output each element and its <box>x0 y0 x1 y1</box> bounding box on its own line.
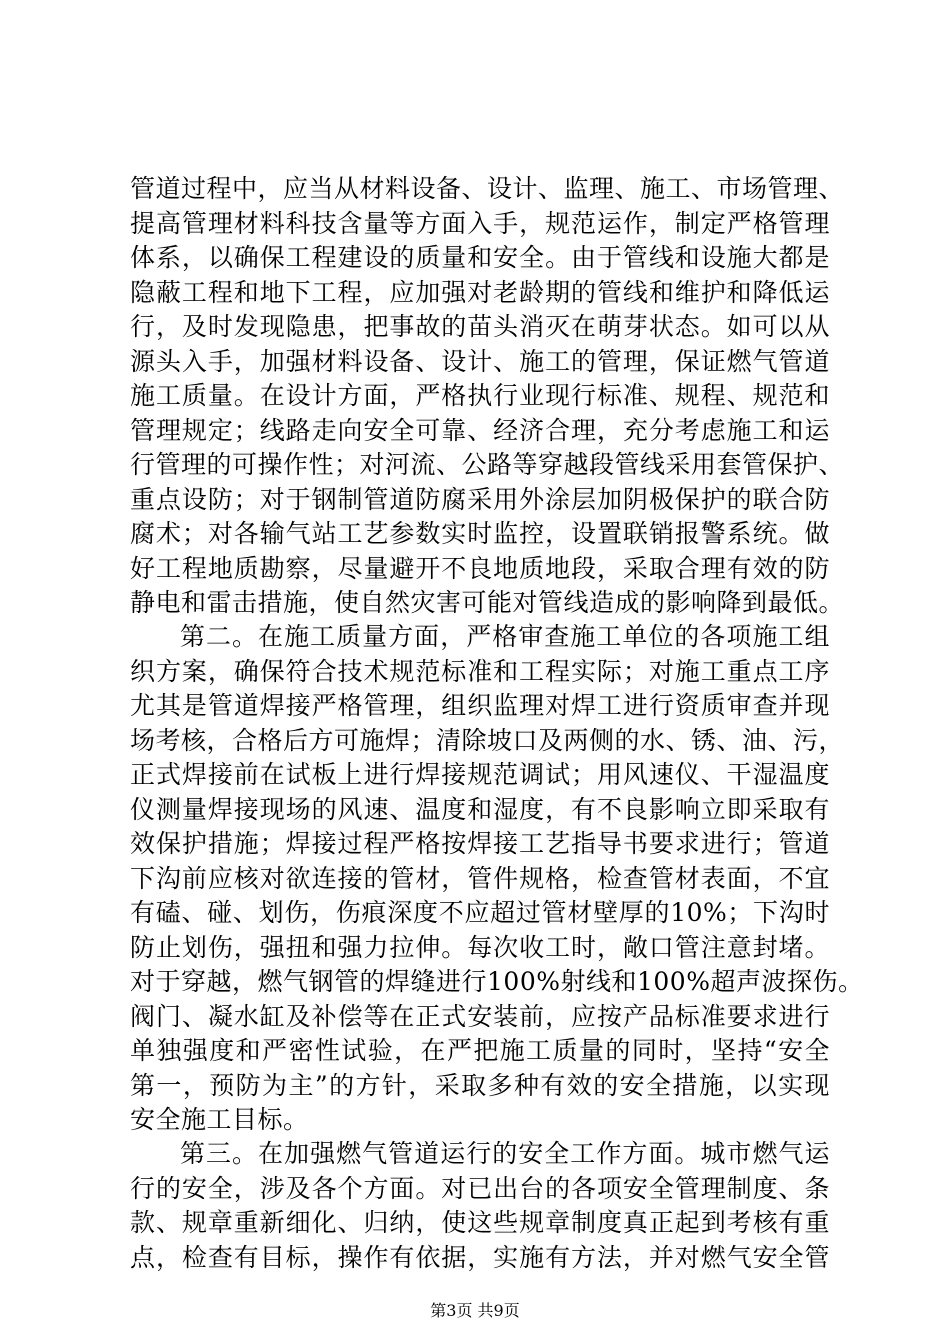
text-line: 点，检查有目标，操作有依据，实施有方法，并对燃气安全管 <box>130 1242 830 1272</box>
text-line: 织方案，确保符合技术规范标准和工程实际；对施工重点工序 <box>130 656 830 686</box>
text-line: 体系，以确保工程建设的质量和安全。由于管线和设施大都是 <box>130 243 830 272</box>
text-line: 源头入手，加强材料设备、设计、施工的管理，保证燃气管道 <box>130 346 830 376</box>
text-line: 尤其是管道焊接严格管理，组织监理对焊工进行资质审查并现 <box>130 691 830 720</box>
text-line: 腐术；对各输气站工艺参数实时监控，设置联销报警系统。做 <box>130 519 830 548</box>
text-line: 行，及时发现隐患，把事故的苗头消灭在萌芽状态。如可以从 <box>130 312 830 341</box>
text-line: 防止划伤，强扭和强力拉伸。每次收工时，敞口管注意封堵。 <box>130 932 830 962</box>
text-line: 管道过程中，应当从材料设备、设计、监理、施工、市场管理、 <box>130 174 845 203</box>
text-line: 阀门、凝水缸及补偿等在正式安装前，应按产品标准要求进行 <box>130 1001 830 1031</box>
text-line: 提高管理材料科技含量等方面入手，规范运作，制定严格管理 <box>130 208 830 238</box>
text-line: 下沟前应核对欲连接的管材，管件规格，检查管材表面，不宜 <box>130 863 830 893</box>
text-line: 第二。在施工质量方面，严格审查施工单位的各项施工组 <box>180 622 830 651</box>
text-line: 仪测量焊接现场的风速、温度和湿度，有不良影响立即采取有 <box>130 794 830 824</box>
paragraph-3 <box>130 1137 830 1275</box>
text-line: 有磕、碰、划伤，伤痕深度不应超过管材壁厚的10%；下沟时 <box>130 898 830 927</box>
page-footer: 第3页 共9页 <box>430 1301 520 1320</box>
text-line: 场考核，合格后方可施焊；清除坡口及两侧的水、锈、油、污， <box>130 725 845 755</box>
text-line: 静电和雷击措施，使自然灾害可能对管线造成的影响降到最低。 <box>130 588 845 617</box>
text-line: 隐蔽工程和地下工程，应加强对老龄期的管线和维护和降低运 <box>130 277 830 307</box>
text-line: 效保护措施；焊接过程严格按焊接工艺指导书要求进行；管道 <box>130 829 830 858</box>
text-line: 管理规定；线路走向安全可靠、经济合理，充分考虑施工和运 <box>130 415 830 445</box>
text-line: 对于穿越，燃气钢管的焊缝进行100%射线和100%超声波探伤。 <box>130 967 864 996</box>
text-line: 好工程地质勘察，尽量避开不良地质地段，采取合理有效的防 <box>130 553 830 583</box>
text-line: 重点设防；对于钢制管道防腐采用外涂层加阴极保护的联合防 <box>130 484 830 514</box>
text-line: 第一，预防为主”的方针，采取多种有效的安全措施，以实现 <box>130 1070 830 1100</box>
paragraph-1 <box>130 172 845 621</box>
text-line: 安全施工目标。 <box>130 1105 309 1134</box>
text-line: 行的安全，涉及各个方面。对已出台的各项安全管理制度、条 <box>130 1173 830 1203</box>
text-line: 单独强度和严密性试验，在严把施工质量的同时，坚持“安全 <box>130 1036 830 1065</box>
paragraph-2 <box>130 620 864 1138</box>
text-line: 款、规章重新细化、归纳，使这些规章制度真正起到考核有重 <box>130 1208 830 1237</box>
text-line: 正式焊接前在试板上进行焊接规范调试；用风速仪、干湿温度 <box>130 760 830 789</box>
text-line: 行管理的可操作性；对河流、公路等穿越段管线采用套管保护、 <box>130 450 845 479</box>
text-line: 施工质量。在设计方面，严格执行业现行标准、规程、规范和 <box>130 381 830 410</box>
text-line: 第三。在加强燃气管道运行的安全工作方面。城市燃气运 <box>180 1139 830 1168</box>
